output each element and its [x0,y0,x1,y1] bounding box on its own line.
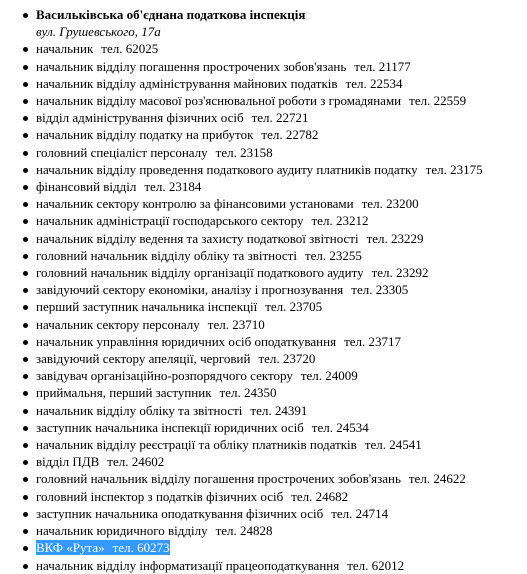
entry-role: начальник [36,41,94,57]
list-item [0,264,527,281]
list-item [0,402,527,419]
entry-text [36,299,322,314]
entry-role: начальник відділу податку на прибуток [36,127,254,143]
list-item [0,470,527,487]
entry-phone: тел. 24828 [215,523,273,539]
entry-phone: тел. 23710 [207,316,265,332]
entry-text [36,76,402,91]
list-item [0,195,527,212]
entry-text [36,145,273,160]
list-item [0,505,527,522]
entry-role: фінансовий відділ [36,179,137,195]
list-item [0,488,527,505]
entry-phone: тел. 23184 [144,179,202,195]
list-item [0,178,527,195]
list-item [0,109,527,126]
list-item [0,350,527,367]
entry-role: завідуючий сектору апеляції, черговий [36,351,251,367]
entry-text [36,93,466,108]
selected-text [36,540,170,555]
entry-role: перший заступник начальника інспекції [36,299,258,315]
list-item [0,557,527,574]
entry-text [36,248,362,263]
entry-phone: тел. 23200 [361,196,419,212]
entry-text [36,110,309,125]
entry-phone: тел. 23292 [371,265,429,281]
list-item [0,367,527,384]
entry-phone: тел. 24622 [408,471,466,487]
entry-phone: тел. 24541 [364,437,422,453]
office-title: Васильківська об'єднана податкова інспекція [36,7,306,22]
entry-phone: тел. 23212 [311,213,369,229]
list-item [0,92,527,109]
entry-phone: тел. 23255 [304,247,362,263]
entry-text [36,489,348,504]
entry-role: головний спеціаліст персоналу [36,144,208,160]
list-item [0,384,527,401]
entry-phone: тел. 24391 [250,402,308,418]
entry-text [36,265,429,280]
entry-text [36,454,164,469]
entry-phone: тел. 22782 [261,127,319,143]
entry-phone: тел. 62025 [101,41,159,57]
entry-text [36,334,401,349]
list-item [0,126,527,143]
entry-role: головний інспектор з податків фізичних осіб [36,488,284,504]
entry-text [36,282,408,297]
entry-text [36,317,265,332]
entry-text [36,231,424,246]
entry-role: приймальня, перший заступник [36,385,212,401]
list-item [0,40,527,57]
list-item [0,436,527,453]
entry-role: начальник відділу обліку та звітності [36,402,243,418]
contact-list [0,6,527,574]
entry-text [36,385,276,400]
entry-text [36,41,158,56]
entry-text [36,196,419,211]
entry-phone: тел. 24009 [300,368,358,384]
list-item [0,281,527,298]
entry-role: завідуючий сектору економіки, аналізу і прогнозування [36,282,344,298]
entry-text [36,403,307,418]
entry-phone: тел. 23705 [265,299,323,315]
entry-text [36,471,466,486]
entry-role: заступник начальника оподаткування фізичних осіб [36,505,324,521]
entry-role: начальник відділу масової роз'яснювальної роботи з громадянами [36,93,402,109]
entry-text [36,59,411,74]
entry-phone: тел. 23229 [366,230,424,246]
entry-phone: тел. 21177 [354,58,411,74]
entry-role: відділ адміністрування фізичних осіб [36,110,244,126]
entry-phone: тел. 24602 [107,454,165,470]
entry-text [36,351,315,366]
list-item [0,75,527,92]
list-item [0,333,527,350]
entry-role: начальник управління юридичних осіб оподаткування [36,333,337,349]
entry-text [36,437,422,452]
office-address: вул. Грушевського, 17а [36,24,161,40]
entry-text [36,506,388,521]
entry-text [36,179,201,194]
list-item [0,144,527,161]
list-item [0,419,527,436]
entry-role: начальник відділу проведення податкового аудиту платників податку [36,161,418,177]
list-item [0,298,527,315]
entry-role: начальник відділу адміністрування майнових податків [36,75,338,91]
list-item [0,316,527,333]
entry-text [36,558,404,573]
entry-phone: тел. 60273 [112,540,170,556]
entry-phone: тел. 23158 [215,144,273,160]
entry-phone: тел. 22721 [251,110,309,126]
entry-text [36,127,318,142]
entry-role: начальник відділу реєстрації та обліку платників податків [36,437,357,453]
entry-phone: тел. 23720 [258,351,316,367]
entry-role: начальник відділу інформатизації працеоподаткування [36,557,340,573]
entry-role: начальник юридичного відділу [36,523,208,539]
entry-role: заступник начальника інспекції юридичних осіб [36,419,304,435]
entry-role: завідувач організаційно-розпорядчого сектору [36,368,293,384]
entry-phone: тел. 23175 [425,161,483,177]
entry-role: відділ ПДВ [36,454,100,470]
entry-text [36,162,483,177]
entry-phone: тел. 24682 [291,488,349,504]
entry-role: головний начальник відділу організації податкового аудиту [36,265,364,281]
entry-role: ВКФ «Рута» [36,540,105,556]
entry-role: начальник адміністрації господарського сектору [36,213,304,229]
entry-phone: тел. 23717 [344,333,402,349]
entry-text [36,213,368,228]
entry-role: начальник відділу ведення та захисту податкової звітності [36,230,359,246]
list-item [0,212,527,229]
entry-text [36,523,273,538]
entry-phone: тел. 23305 [351,282,409,298]
list-item [0,247,527,264]
entry-role: начальник сектору персоналу [36,316,200,332]
entry-text [36,368,358,383]
entry-phone: тел. 24350 [219,385,277,401]
entry-phone: тел. 22534 [345,75,403,91]
list-item [0,522,527,539]
list-item [0,453,527,470]
entry-phone: тел. 24714 [331,505,389,521]
header-item [0,6,527,40]
entry-phone: тел. 62012 [347,557,405,573]
list-item [0,230,527,247]
list-item [0,539,527,556]
entry-role: головний начальник відділу погашення прострочених зобов'язань [36,471,401,487]
entry-role: головний начальник відділу обліку та звітності [36,247,297,263]
entry-phone: тел. 22559 [409,93,467,109]
list-item [0,58,527,75]
entry-role: начальник сектору контролю за фінансовими установами [36,196,354,212]
entry-role: начальник відділу погашення прострочених зобов'язань [36,58,347,74]
entry-phone: тел. 24534 [311,419,369,435]
entry-text [36,420,369,435]
list-item [0,161,527,178]
